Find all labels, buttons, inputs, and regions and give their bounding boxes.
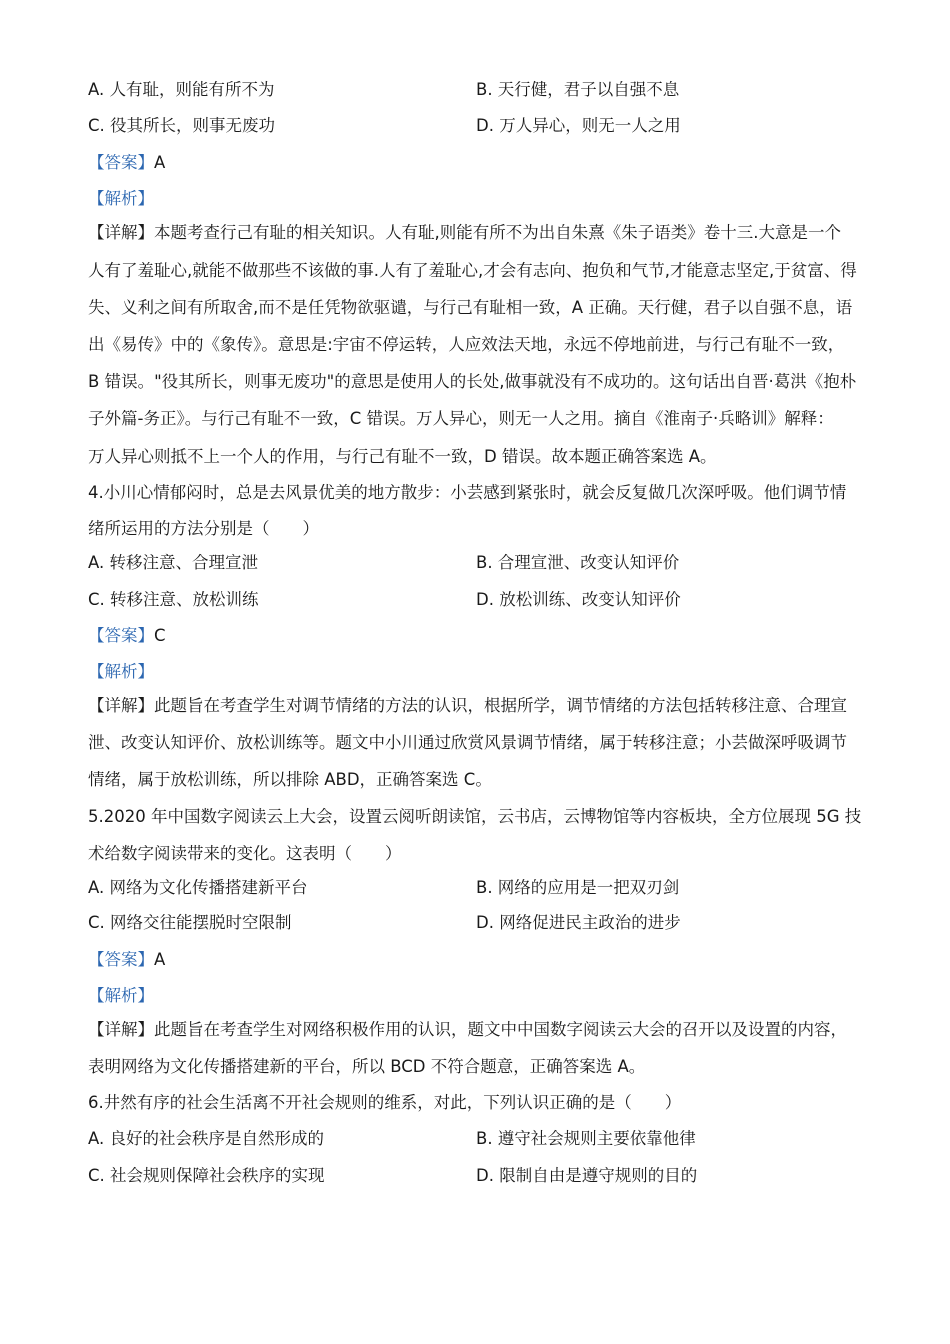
detail-tag: 【详解】 [88,1020,154,1039]
q5-detail-text: 此题旨在考查学生对网络积极作用的认识，题文中中国数字阅读云大会的召开以及设置的内容， [154,1020,847,1039]
q4-detail-line: 情绪，属于放松训练，所以排除 ABD，正确答案选 C。 [88,770,492,789]
analysis-tag: 【解析】 [88,662,154,681]
q3-option-b: B. 天行健，君子以自强不息 [476,80,680,99]
q4-detail-line: 泄、改变认知评价、放松训练等。题文中小川通过欣赏风景调节情绪，属于转移注意；小芸做深呼吸调节 [88,733,847,752]
q4-option-a: A. 转移注意、合理宣泄 [88,553,258,572]
q3-analysis-heading [88,184,880,214]
q4-answer-line [88,621,880,651]
q5-option-d: D. 网络促进民主政治的进步 [476,913,681,932]
q4-stem: 绪所运用的方法分别是（ ） [88,519,319,538]
q3-detail-line [88,218,880,248]
detail-tag: 【详解】 [88,223,154,242]
q3-answer: A [154,153,166,172]
answer-tag: 【答案】 [88,626,154,645]
q6-option-c: C. 社会规则保障社会秩序的实现 [88,1166,325,1185]
q5-answer: A [154,950,166,969]
q5-stem: 术给数字阅读带来的变化。这表明（ ） [88,844,402,863]
analysis-tag: 【解析】 [88,189,154,208]
q5-option-c: C. 网络交往能摆脱时空限制 [88,913,292,932]
q4-option-c: C. 转移注意、放松训练 [88,590,259,609]
q5-detail-line [88,1015,880,1045]
q6-option-b: B. 遵守社会规则主要依靠他律 [476,1129,696,1148]
q3-option-d: D. 万人异心，则无一人之用 [476,116,681,135]
q5-analysis-heading [88,981,880,1011]
q5-option-a: A. 网络为文化传播搭建新平台 [88,878,308,897]
q4-option-b: B. 合理宣泄、改变认知评价 [476,553,680,572]
q3-detail-line: 出《易传》中的《象传》。意思是:宇宙不停运转，人应效法天地，永远不停地前进，与行己有耻不一致， [88,335,845,354]
q6-option-a: A. 良好的社会秩序是自然形成的 [88,1129,324,1148]
q5-option-b: B. 网络的应用是一把双刃剑 [476,878,680,897]
q3-option-c: C. 役其所长，则事无废功 [88,116,276,135]
q4-detail-text: 此题旨在考查学生对调节情绪的方法的认识，根据所学，调节情绪的方法包括转移注意、合理宣 [154,696,847,715]
q6-stem: 6.井然有序的社会生活离不开社会规则的维系，对此，下列认识正确的是（ ） [88,1093,682,1112]
q5-answer-line [88,945,880,975]
q5-stem: 5.2020 年中国数字阅读云上大会，设置云阅听朗读馆，云书店，云博物馆等内容板块，全方位展现 5G 技 [88,807,862,826]
q5-detail-line: 表明网络为文化传播搭建新的平台，所以 BCD 不符合题意，正确答案选 A。 [88,1057,646,1076]
q3-detail-text: 本题考查行己有耻的相关知识。人有耻,则能有所不为出自朱熹《朱子语类》卷十三.大意是一个 [154,223,841,242]
q3-answer-line [88,148,880,178]
q3-detail-line: 万人异心则抵不上一个人的作用，与行己有耻不一致，D 错误。故本题正确答案选 A。 [88,447,717,466]
q3-option-a: A. 人有耻，则能有所不为 [88,80,275,99]
q3-detail-line: B 错误。"役其所长，则事无废功"的意思是使用人的长处,做事就没有不成功的。这句话出自晋·葛洪《抱朴 [88,372,857,391]
answer-tag: 【答案】 [88,950,154,969]
q4-analysis-heading [88,657,880,687]
q3-detail-line: 失、义利之间有所取舍,而不是任凭物欲驱谴，与行己有耻相一致，A 正确。天行健，君子以自强不息，语 [88,298,853,317]
answer-tag: 【答案】 [88,153,154,172]
q4-answer: C [154,626,166,645]
q4-stem: 4.小川心情郁闷时，总是去风景优美的地方散步：小芸感到紧张时，就会反复做几次深呼吸。他们调节情 [88,483,847,502]
detail-tag: 【详解】 [88,696,154,715]
q6-option-d: D. 限制自由是遵守规则的目的 [476,1166,698,1185]
q4-option-d: D. 放松训练、改变认知评价 [476,590,681,609]
q3-detail-line: 人有了羞耻心,就能不做那些不该做的事.人有了羞耻心,才会有志向、抱负和气节,才能意志坚定,于贫富、得 [88,261,857,280]
q3-detail-line: 子外篇-务正》。与行己有耻不一致，C 错误。万人异心，则无一人之用。摘自《淮南子·兵略训》解释： [88,409,834,428]
analysis-tag: 【解析】 [88,986,154,1005]
q4-detail-line [88,691,880,721]
